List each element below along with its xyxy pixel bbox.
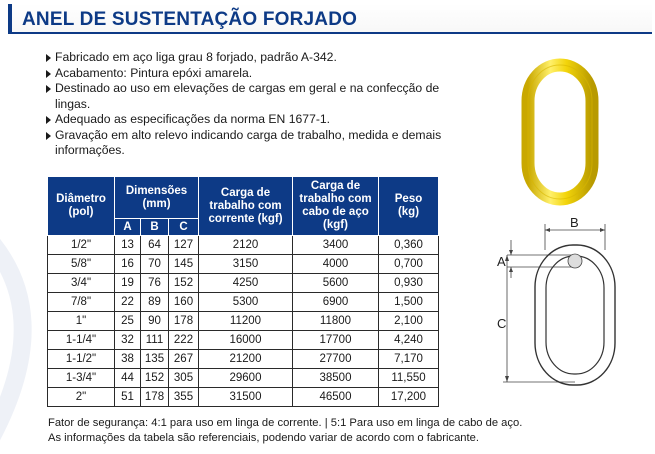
feature-text: Adequado as especificações da norma EN 1677-1. bbox=[55, 112, 331, 126]
section-circle bbox=[568, 254, 582, 268]
table-row bbox=[48, 350, 439, 369]
cell-b: 76 bbox=[141, 274, 169, 293]
ring-inner-outline bbox=[546, 256, 604, 374]
cell-a: 51 bbox=[115, 388, 141, 407]
table-row bbox=[48, 293, 439, 312]
cell-c: 305 bbox=[169, 369, 199, 388]
header-b: B bbox=[141, 219, 169, 236]
cell-weight: 0,930 bbox=[379, 274, 439, 293]
cell-a: 32 bbox=[115, 331, 141, 350]
cell-weight: 1,500 bbox=[379, 293, 439, 312]
feature-item bbox=[46, 112, 446, 128]
cell-weight: 7,170 bbox=[379, 350, 439, 369]
header-c: C bbox=[169, 219, 199, 236]
feature-item bbox=[46, 50, 446, 66]
table-row bbox=[48, 255, 439, 274]
cell-c: 145 bbox=[169, 255, 199, 274]
cell-load-chain: 29600 bbox=[199, 369, 293, 388]
cell-b: 178 bbox=[141, 388, 169, 407]
bullet-arrow-icon bbox=[46, 116, 51, 124]
cell-a: 19 bbox=[115, 274, 141, 293]
table-row bbox=[48, 312, 439, 331]
cell-weight: 4,240 bbox=[379, 331, 439, 350]
label-c: C bbox=[497, 316, 507, 331]
cell-a: 13 bbox=[115, 236, 141, 255]
cell-a: 22 bbox=[115, 293, 141, 312]
cell-load-cable: 11800 bbox=[293, 312, 379, 331]
cell-load-chain: 5300 bbox=[199, 293, 293, 312]
cell-load-chain: 11200 bbox=[199, 312, 293, 331]
cell-b: 70 bbox=[141, 255, 169, 274]
cell-load-chain: 2120 bbox=[199, 236, 293, 255]
cell-b: 111 bbox=[141, 331, 169, 350]
feature-item bbox=[46, 128, 446, 159]
cell-b: 89 bbox=[141, 293, 169, 312]
cell-load-chain: 31500 bbox=[199, 388, 293, 407]
header-underline bbox=[12, 32, 652, 34]
table-row bbox=[48, 388, 439, 407]
cell-c: 152 bbox=[169, 274, 199, 293]
arrow-icon bbox=[505, 376, 509, 382]
cell-load-cable: 46500 bbox=[293, 388, 379, 407]
cell-a: 16 bbox=[115, 255, 141, 274]
cell-c: 127 bbox=[169, 236, 199, 255]
cell-diameter: 1-3/4" bbox=[48, 369, 115, 388]
cell-load-cable: 17700 bbox=[293, 331, 379, 350]
page-title: ANEL DE SUSTENTAÇÃO FORJADO bbox=[22, 9, 358, 30]
bullet-arrow-icon bbox=[46, 132, 51, 140]
cell-diameter: 1" bbox=[48, 312, 115, 331]
safety-note: Fator de segurança: 4:1 para uso em linga de corrente. | 5:1 Para uso em linga de cabo de aço. bbox=[48, 417, 523, 429]
cell-load-cable: 3400 bbox=[293, 236, 379, 255]
yellow-ring-photo bbox=[520, 57, 600, 207]
header-diameter: Diâmetro (pol) bbox=[48, 177, 115, 236]
cell-c: 178 bbox=[169, 312, 199, 331]
feature-item bbox=[46, 66, 446, 82]
cell-diameter: 1-1/2" bbox=[48, 350, 115, 369]
disclaimer-note: As informações da tabela são referenciais, podendo variar de acordo com o fabricante. bbox=[48, 432, 479, 444]
bullet-arrow-icon bbox=[46, 70, 51, 78]
feature-text: Gravação em alto relevo indicando carga de trabalho, medida e demais informações. bbox=[55, 127, 442, 157]
label-a: A bbox=[497, 254, 506, 269]
dimension-diagram bbox=[485, 210, 645, 390]
cell-load-chain: 21200 bbox=[199, 350, 293, 369]
table-row bbox=[48, 331, 439, 350]
header-weight: Peso (kg) bbox=[379, 177, 439, 236]
cell-c: 222 bbox=[169, 331, 199, 350]
cell-load-cable: 4000 bbox=[293, 255, 379, 274]
page-header bbox=[8, 4, 652, 34]
cell-a: 38 bbox=[115, 350, 141, 369]
cell-a: 44 bbox=[115, 369, 141, 388]
bullet-arrow-icon bbox=[46, 54, 51, 62]
cell-diameter: 7/8" bbox=[48, 293, 115, 312]
cell-diameter: 3/4" bbox=[48, 274, 115, 293]
header-dimensions: Dimensões (mm) bbox=[115, 177, 199, 219]
table-row bbox=[48, 274, 439, 293]
cell-load-cable: 5600 bbox=[293, 274, 379, 293]
cell-weight: 0,360 bbox=[379, 236, 439, 255]
feature-text: Destinado ao uso em elevações de cargas em geral e na confecção de lingas. bbox=[55, 81, 440, 111]
arrow-icon bbox=[509, 250, 513, 255]
cell-load-chain: 16000 bbox=[199, 331, 293, 350]
feature-text: Acabamento: Pintura epóxi amarela. bbox=[55, 65, 253, 80]
header-load-chain: Carga de trabalho com corrente (kgf) bbox=[199, 177, 293, 236]
arrow-icon bbox=[600, 228, 605, 232]
cell-weight: 0,700 bbox=[379, 255, 439, 274]
cell-weight: 2,100 bbox=[379, 312, 439, 331]
bullet-arrow-icon bbox=[46, 85, 51, 93]
feature-item bbox=[46, 81, 446, 112]
cell-c: 267 bbox=[169, 350, 199, 369]
cell-weight: 11,550 bbox=[379, 369, 439, 388]
cell-b: 90 bbox=[141, 312, 169, 331]
cell-weight: 17,200 bbox=[379, 388, 439, 407]
cell-load-chain: 4250 bbox=[199, 274, 293, 293]
cell-diameter: 1/2" bbox=[48, 236, 115, 255]
cell-b: 64 bbox=[141, 236, 169, 255]
cell-diameter: 1-1/4" bbox=[48, 331, 115, 350]
cell-load-cable: 38500 bbox=[293, 369, 379, 388]
notes bbox=[48, 416, 522, 446]
feature-text: Fabricado em aço liga grau 8 forjado, padrão A-342. bbox=[55, 50, 337, 64]
specification-table bbox=[47, 176, 439, 407]
cell-a: 25 bbox=[115, 312, 141, 331]
cell-b: 152 bbox=[141, 369, 169, 388]
cell-load-cable: 6900 bbox=[293, 293, 379, 312]
arrow-icon bbox=[509, 267, 513, 272]
feature-list bbox=[46, 50, 446, 159]
cell-load-chain: 3150 bbox=[199, 255, 293, 274]
cell-diameter: 5/8" bbox=[48, 255, 115, 274]
cell-load-cable: 27700 bbox=[293, 350, 379, 369]
arrow-icon bbox=[545, 228, 550, 232]
table-row bbox=[48, 369, 439, 388]
header-load-cable: Carga de trabalho com cabo de aço (kgf) bbox=[293, 177, 379, 236]
header-a: A bbox=[115, 219, 141, 236]
cell-c: 160 bbox=[169, 293, 199, 312]
table-row bbox=[48, 236, 439, 255]
cell-b: 135 bbox=[141, 350, 169, 369]
label-b: B bbox=[570, 215, 579, 230]
cell-diameter: 2" bbox=[48, 388, 115, 407]
cell-c: 355 bbox=[169, 388, 199, 407]
